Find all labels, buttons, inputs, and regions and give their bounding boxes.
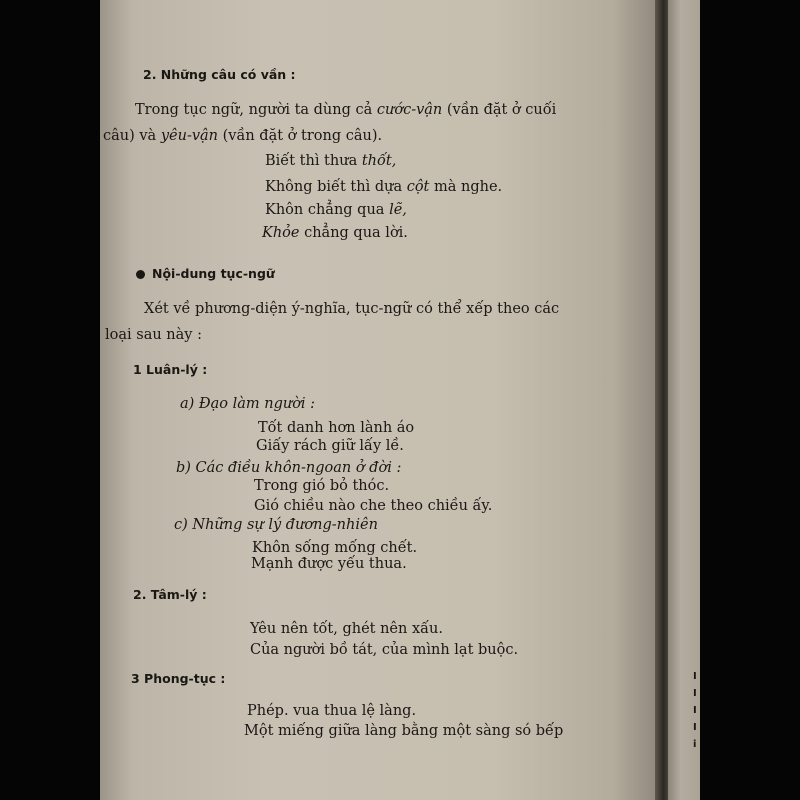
content-heading: Nội-dung tục-ngữ — [136, 265, 275, 283]
verse-line-3: Khôn chẳng qua lẽ, — [265, 202, 407, 218]
edge-mark: I — [693, 722, 697, 733]
intro-line-2: câu) và yêu-vận (vần đặt ở trong câu). — [103, 128, 383, 144]
edge-mark: i — [693, 739, 697, 750]
content-para-line-2: loại sau này : — [105, 327, 202, 343]
ethics-a-line-1: Tốt danh hơn lành áo — [258, 420, 415, 436]
content-para-line-1: Xét về phương-diện ý-nghĩa, tục-ngữ có thể xếp theo các — [144, 301, 560, 317]
psychology-line-1: Yêu nên tốt, ghét nên xấu. — [250, 621, 443, 637]
ethics-b-line-1: Trong gió bỏ thóc. — [254, 478, 390, 494]
edge-mark: I — [693, 688, 697, 699]
bullet-icon — [136, 270, 145, 279]
ethics-b-line-2: Gió chiều nào che theo chiều ấy. — [254, 498, 493, 514]
verse-line-1: Biết thì thưa thốt, — [265, 153, 397, 169]
ethics-c-line-2: Mạnh được yếu thua. — [251, 556, 407, 572]
psychology-line-2: Của người bồ tát, của mình lạt buộc. — [250, 642, 519, 658]
intro-line-1: Trong tục ngữ, người ta dùng cả cước-vận (vần đặt ở cuối — [135, 102, 557, 118]
ethics-b-title: b) Các điều khôn-ngoan ở đời : — [176, 460, 402, 476]
ethics-c-line-1: Khôn sống mống chết. — [252, 540, 418, 556]
section-heading-rhymes: 2. Những câu có vần : — [143, 67, 296, 82]
ethics-a-line-2: Giấy rách giữ lấy lề. — [256, 438, 404, 454]
ethics-heading: 1 Luân-lý : — [133, 362, 208, 377]
ethics-c-title: c) Những sự lý đương-nhiên — [174, 517, 378, 533]
verse-line-2: Không biết thì dựa cột mà nghe. — [265, 179, 503, 195]
verse-line-4: Khỏe chẳng qua lời. — [262, 225, 408, 241]
psychology-heading: 2. Tâm-lý : — [133, 587, 207, 602]
edge-mark: I — [693, 671, 697, 682]
ethics-a-title: a) Đạo làm người : — [180, 396, 316, 412]
edge-mark: I — [693, 705, 697, 716]
customs-line-2: Một miếng giữa làng bằng một sàng só bếp — [244, 723, 564, 739]
adjacent-page-text-fragments — [693, 668, 697, 753]
customs-line-1: Phép. vua thua lệ làng. — [247, 703, 417, 719]
book-gutter — [655, 0, 669, 800]
customs-heading: 3 Phong-tục : — [131, 671, 226, 686]
